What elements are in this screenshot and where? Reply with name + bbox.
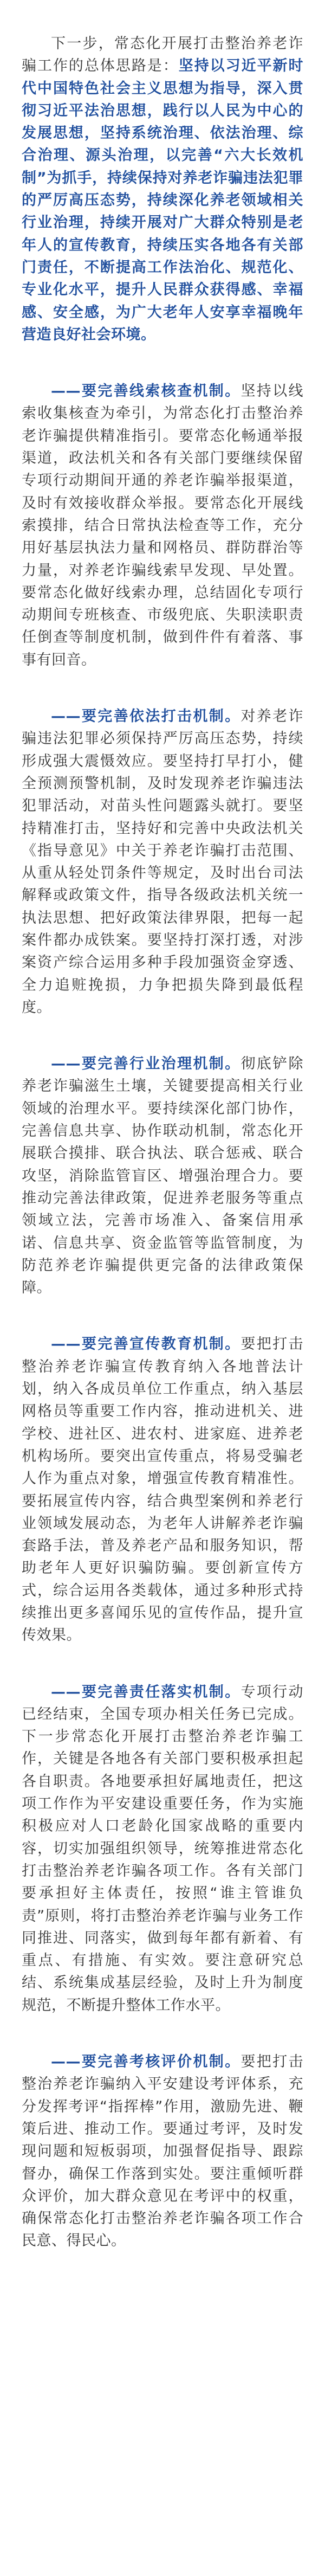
section-legal-strike [22,705,303,1019]
section-responsibility [22,1681,303,2017]
section-body: 坚持以线索收集核查为牵引，为常态化打击整治养老诈骗提供精准指引。要常态化畅通举报渠道，政法机关和各有关部门要继续保留专项行动期间开通的养老诈骗举报渠道，及时有效接收群众举报。要常态化开展线索摸排，结合日常执法检查等工作，充分用好基层执法力量和网格员、群防群治等力量，对养老诈骗线索早发现、早处置。要常态化做好线索办理，总结固化专项行动期间专班核查、市级兜底、失职渎职责任倒查等制度机制，做到件件有着落、事事有回音。 [22,383,304,668]
section-title: ——要完善宣传教育机制。 [51,1336,241,1353]
section-title: ——要完善行业治理机制。 [51,1055,241,1073]
section-assessment [22,2051,303,2252]
section-body: 要把打击整治养老诈骗宣传教育纳入各地普法计划，纳入各成员单位工作重点，纳入基层网格员等重要工作内容，推动进机关、进学校、进社区、进农村、进家庭、进养老机构场所。要突出宣传重点，将易受骗老人作为重点对象，增强宣传教育精准性。要拓展宣传内容，结合典型案例和养老行业领域发展动态，为老年人讲解养老诈骗套路手法，普及养老产品和服务知识，帮助老年人更好识骗防骗。要创新宣传方式，综合运用各类载体，通过多种形式持续推出更多喜闻乐见的宣传作品，提升宣传效果。 [22,1336,304,1644]
section-title: ——要完善责任落实机制。 [51,1683,241,1701]
section-clue-verification [22,380,303,671]
section-industry-governance [22,1053,303,1299]
intro-highlight: 坚持以习近平新时代中国特色社会主义思想为指导，深入贯彻习近平法治思想，践行以人民为中心的发展思想，坚持系统治理、依法治理、综合治理、源头治理，以完善“六大长效机制”为抓手，持续保持对养老诈骗违法犯罪的严厉高压态势，持续深化养老领域相关行业治理，持续开展对广大群众特别是老年人的宣传教育，持续压实各地各有关部门责任，不断提高工作法治化、规范化、专业化水平，提升人民群众获得感、幸福感、安全感，为广大老年人安享幸福晚年营造良好社会环境。 [22,57,304,343]
section-body: 对养老诈骗违法犯罪必须保持严厉高压态势，持续形成强大震慑效应。要坚持打早打小，健全预测预警机制，及时发现养老诈骗违法犯罪活动，对苗头性问题露头就打。要坚持精准打击，坚持好和完善中央政法机关《指导意见》中关于养老诈骗打击范围、从重从轻处罚条件等规定，及时出台司法解释或政策文件，指导各级政法机关统一执法思想、把好政策法律界限，把每一起案件都办成铁案。要坚持打深打透，对涉案资产综合运用多种手段加强资金穿透、全力追赃挽损，力争把损失降到最低程度。 [22,708,304,1016]
section-title: ——要完善依法打击机制。 [51,708,241,725]
section-body: 要把打击整治养老诈骗纳入平安建设考评体系，充分发挥考评“指挥棒”作用，激励先进、鞭策后进、推动工作。要通过考评，及时发现问题和短板弱项，加强督促指导、跟踪督办，确保工作落到实处。要注重倾听群众评价，加大群众意见在考评中的权重，确保常态化打击整治养老诈骗各项工作合民意、得民心。 [22,2053,304,2250]
section-title: ——要完善线索核查机制。 [51,383,241,400]
section-publicity-education [22,1333,303,1646]
section-body: 彻底铲除养老诈骗滋生土壤，关键要提高相关行业领域的治理水平。要持续深化部门协作，完善信息共享、协作联动机制，常态化开展联合摸排、联合执法、联合惩戒、联合攻坚，消除监管盲区、增强治理合力。要推动完善法律政策，促进养老服务等重点领域立法，完善市场准入、备案信用承诺、信息共享、资金监管等监管制度，为防范养老诈骗提供更完备的法律政策保障。 [22,1055,304,1297]
section-body: 专项行动已经结束，全国专项办相关任务已完成。下一步常态化开展打击整治养老诈骗工作，关键是各地各有关部门要积极承担起各自职责。各地要承担好属地责任，把这项工作作为平安建设重要任务，作为实施积极应对人口老龄化国家战略的重要内容，切实加强组织领导，统筹推进常态化打击整治养老诈骗各项工作。各有关部门要承担好主体责任，按照“谁主管谁负责”原则，将打击整治养老诈骗与业务工作同推进、同落实，做到每年都有新着、有重点、有措施、有实效。要注意研究总结、系统集成基层经验，及时上升为制度规范，不断提升整体工作水平。 [22,1683,304,2014]
intro-paragraph [22,33,303,346]
intro-lead: 下一步，常态化开展打击整治养老诈骗工作的总体思路是： [22,35,303,75]
section-title: ——要完善考核评价机制。 [51,2053,241,2071]
